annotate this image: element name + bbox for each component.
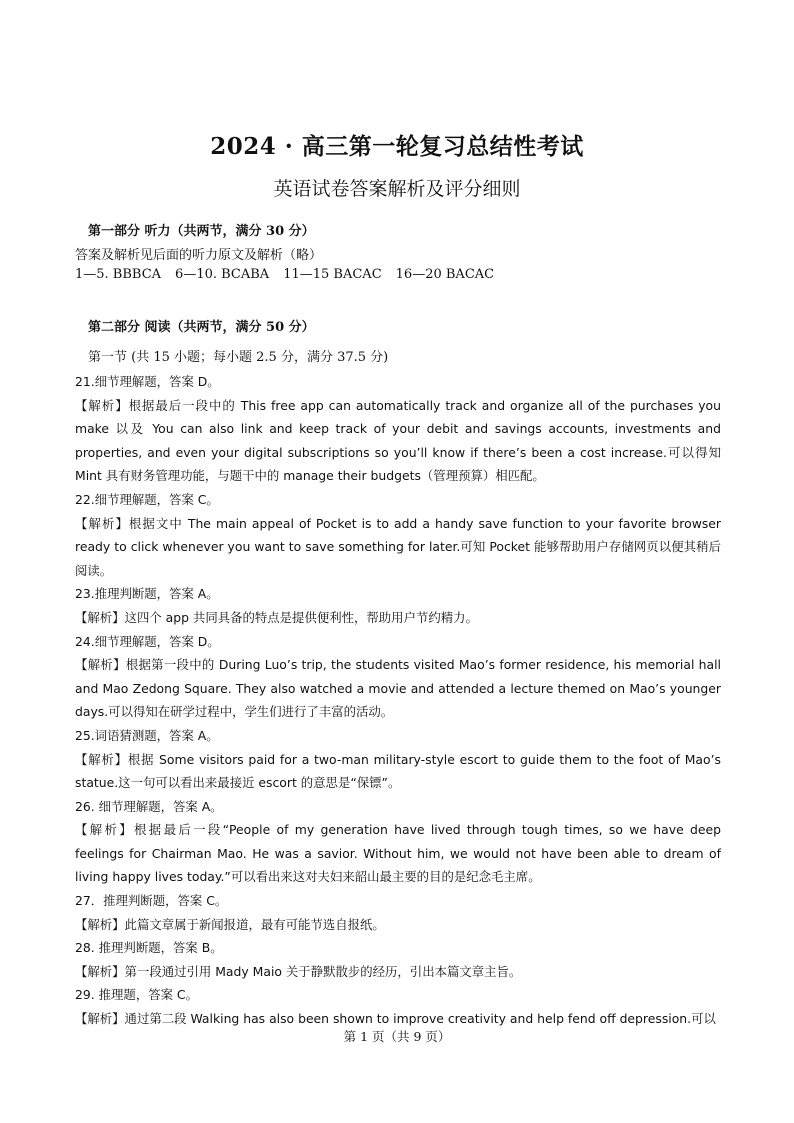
question-explanation: 【解析】根据 Some visitors paid for a two-man military-style escort to guide them to the foot of Mao’s statue.这一句可以看出来最接近 escort 的意思是“保镖”。	[75, 751, 721, 791]
question-answer: 25.词语猜测题，答案 A。	[75, 727, 219, 743]
question-explanation: 【解析】此篇文章属于新闻报道，最有可能节选自报纸。	[75, 916, 385, 932]
question-explanation: 【解析】第一段通过引用 Mady Maio 关于静默散步的经历，引出本篇文章主旨。	[75, 963, 522, 979]
question-explanation: 【解析】根据文中 The main appeal of Pocket is to add a handy save function to your favorite browser ready to click whenever you want to save something for later.可知 Pocket 能够帮助用户存储网页以便其稍后阅读。	[75, 515, 721, 578]
question-answer: 24.细节理解题，答案 D。	[75, 633, 220, 649]
part2-section1-heading: 第一节 (共 15 小题；每小题 2.5 分，满分 37.5 分)	[88, 350, 389, 365]
question-answer: 23.推理判断题，答案 A。	[75, 586, 219, 602]
part2-heading: 第二部分 阅读（共两节，满分 50 分）	[88, 320, 315, 335]
question-explanation: 【解析】根据第一段中的 During Luo’s trip, the students visited Mao’s former residence, his memorial hall and Mao Zedong Square. They also watched a movie and attended a lecture themed on Mao’s younger days.可以得知在研学过程中，学生们进行了丰富的活动。	[75, 657, 721, 720]
question-explanation: 【解析】根据最后一段中的 This free app can automatically track and organize all of the purchases you make 以及 You can also link and keep track of your debit and savings accounts, investments and properties, and even your digital subscriptions so you’ll know if there’s been a cost increase.可以得知 Mint 具有财务管理功能，与题干中的 manage their budgets（管理预算）相匹配。	[75, 397, 721, 484]
answer-explanations	[75, 370, 721, 1031]
question-answer: 27．推理判断题，答案 C。	[75, 893, 228, 909]
answer-group: 11—15 BACAC	[283, 267, 382, 282]
question-explanation: 【解析】根据最后一段“People of my generation have lived through tough times, so we have deep feelings for Chairman Mao. He was a savior. Without him, we would not have been able to dream of living happy lives today.”可以看出来这对夫妇来韶山最主要的目的是纪念毛主席。	[75, 822, 721, 885]
question-answer: 29. 推理题，答案 C。	[75, 987, 198, 1003]
answer-group: 6—10. BCABA	[175, 267, 270, 282]
page-subtitle: 英语试卷答案解析及评分细则	[273, 178, 521, 200]
part1-heading: 第一部分 听力（共两节，满分 30 分）	[88, 224, 315, 239]
part1-answer-keys	[75, 267, 508, 282]
question-explanation: 【解析】通过第二段 Walking has also been shown to improve creativity and help fend off depression.可以	[75, 1011, 716, 1027]
question-answer: 22.细节理解题，答案 C。	[75, 491, 219, 507]
question-answer: 21.细节理解题，答案 D。	[75, 374, 220, 389]
answer-group: 16—20 BACAC	[395, 267, 495, 282]
page-title: 2024 · 高三第一轮复习总结性考试	[210, 133, 584, 160]
part1-note: 答案及解析见后面的听力原文及解析（略）	[75, 248, 323, 263]
page-footer: 第 1 页（共 9 页）	[343, 1029, 451, 1044]
question-explanation: 【解析】这四个 app 共同具备的特点是提供便利性，帮助用户节约精力。	[75, 609, 478, 625]
answer-group: 1—5. BBBCA	[75, 267, 162, 282]
question-answer: 26. 细节理解题，答案 A。	[75, 798, 223, 814]
question-answer: 28. 推理判断题，答案 B。	[75, 940, 223, 956]
